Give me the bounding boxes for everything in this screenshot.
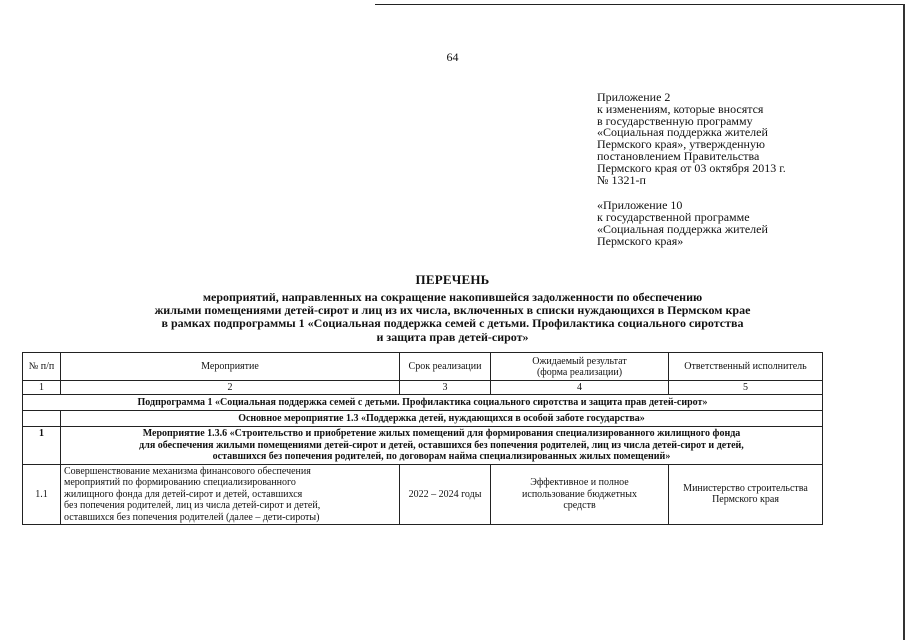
header-result-line: Ожидаемый результат [532, 355, 627, 367]
header-num: № п/п [23, 353, 61, 381]
measures-table [22, 352, 823, 525]
subprogram-title: Подпрограмма 1 «Социальная поддержка семей с детьми. Профилактика социального сиротства и защита прав детей-сирот» [23, 395, 823, 411]
appendix-reference [597, 92, 857, 186]
column-number: 2 [61, 381, 400, 395]
item-executor [669, 464, 823, 525]
item-num: 1.1 [23, 464, 61, 525]
measure-num: 1 [23, 427, 61, 465]
document-subtitle [40, 291, 865, 344]
item-result-line: использование бюджетных [522, 488, 637, 500]
header-period: Срок реализации [400, 353, 491, 381]
measure-row [23, 427, 823, 465]
column-number: 1 [23, 381, 61, 395]
header-result [491, 353, 669, 381]
appendix-line: Пермского края от 03 октября 2013 г. [597, 160, 786, 175]
item-measure-line: Совершенствование механизма финансового обеспечения [64, 465, 311, 477]
column-number: 4 [491, 381, 669, 395]
main-measure-row [23, 411, 823, 427]
item-period: 2022 – 2024 годы [400, 464, 491, 525]
item-measure-line: оставшихся без попечения родителей (далее – дети-сироты) [64, 511, 320, 523]
item-result [491, 464, 669, 525]
measure-title-line: Мероприятие 1.3.6 «Строительство и приобретение жилых помещений для формирования специализированного жилищного фонда [142, 428, 741, 439]
subtitle-line: и защита прав детей-сирот» [376, 329, 529, 344]
appendix-quote-line: «Социальная поддержка жителей [597, 221, 768, 236]
header-measure: Мероприятие [61, 353, 400, 381]
measure-title [61, 427, 823, 465]
subtitle-line: жилыми помещениями детей-сирот и лиц из их числа, включенных в списки нуждающихся в Пермском крае [154, 303, 751, 318]
appendix-line: Приложение 2 [597, 90, 671, 104]
header-result-line: (форма реализации) [536, 366, 623, 378]
measure-title-line: для обеспечения жилыми помещениями детей-сирот и детей, оставшихся без попечения родителей, лиц из числа детей-сирот и детей, [139, 439, 744, 451]
appendix-quote [597, 200, 857, 247]
subtitle-line: в рамках подпрограммы 1 «Социальная поддержка семей с детьми. Профилактика социального сиротства [161, 316, 744, 331]
subprogram-row [23, 395, 823, 411]
table-row [23, 464, 823, 525]
appendix-line: № 1321-п [597, 172, 646, 187]
page-number: 64 [446, 50, 459, 64]
column-number: 5 [669, 381, 823, 395]
appendix-line: «Социальная поддержка жителей [597, 125, 768, 140]
appendix-line: к изменениям, которые вносятся [597, 101, 764, 116]
main-measure-num-cell [23, 411, 61, 427]
appendix-note [597, 92, 857, 248]
item-result-line: средств [563, 500, 596, 511]
scan-top-edge [375, 4, 905, 5]
item-executor-line: Пермского края [712, 494, 779, 506]
item-result-line: Эффективное и полное [530, 477, 629, 488]
appendix-line: постановлением Правительства [597, 148, 760, 163]
document-title: ПЕРЕЧЕНЬ [415, 272, 490, 287]
item-measure-line: без попечения родителей, лиц из числа детей-сирот и детей, [64, 500, 321, 511]
appendix-quote-line: Пермского края» [597, 233, 684, 248]
measure-title-line: оставшихся без попечения родителей, по договорам найма специализированных жилых помещений» [212, 451, 671, 462]
table-header-row [23, 353, 823, 381]
appendix-line: Пермского края», утвержденную [597, 137, 765, 152]
appendix-quote-line: «Приложение 10 [597, 198, 683, 213]
item-executor-line: Министерство строительства [683, 482, 808, 494]
appendix-quote-line: к государственной программе [597, 210, 750, 225]
column-number: 3 [400, 381, 491, 395]
appendix-line: в государственную программу [597, 113, 753, 128]
column-number-row [23, 381, 823, 395]
subtitle-line: мероприятий, направленных на сокращение накопившейся задолженности по обеспечению [202, 290, 703, 304]
header-executor: Ответственный исполнитель [669, 353, 823, 381]
main-measure-title: Основное мероприятие 1.3 «Поддержка детей, нуждающихся в особой заботе государства» [61, 411, 823, 427]
item-measure-line: мероприятий по формированию специализированного [64, 477, 296, 488]
item-measure-line: жилищного фонда для детей-сирот и детей, оставшихся [64, 488, 303, 500]
item-measure [61, 464, 400, 525]
